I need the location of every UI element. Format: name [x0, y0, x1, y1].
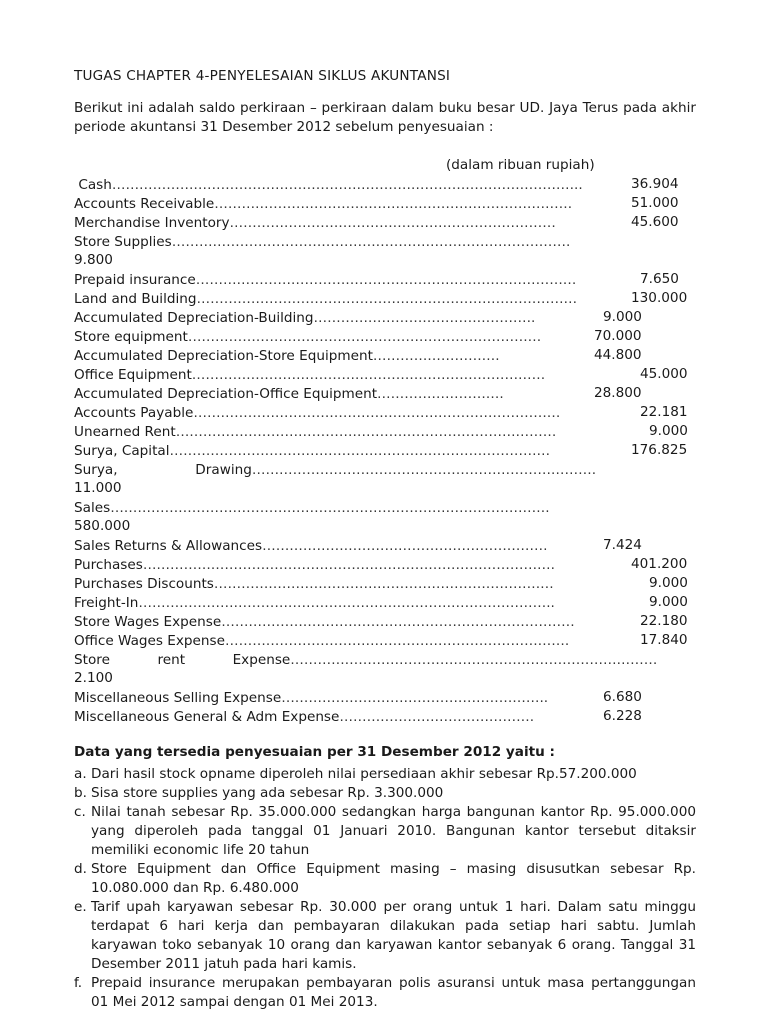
account-row [74, 328, 541, 347]
account-label: Prepaid insurance [74, 272, 196, 288]
leader-dots: ………………………. [377, 386, 504, 402]
account-value: 9.000 [603, 309, 642, 325]
account-label: Store rent Expense [74, 652, 291, 668]
account-value: 70.000 [594, 328, 642, 344]
account-value: 45.600 [631, 214, 679, 230]
account-value: 9.000 [649, 423, 688, 439]
account-label: Office Wages Expense [74, 633, 225, 649]
account-row [74, 594, 555, 613]
account-row [74, 537, 548, 556]
leader-dots: ………………………. [372, 348, 500, 364]
account-label: Accumulated Depreciation-Office Equipment [74, 386, 378, 402]
account-label: Accumulated Depreciation-Store Equipment [74, 348, 373, 364]
account-label: Accumulated Depreciation-Building [74, 310, 314, 326]
adjustment-text: Dari hasil stock opname diperoleh nilai persediaan akhir sebesar Rp.57.200.000 [91, 766, 637, 782]
account-value: 580.000 [74, 518, 131, 534]
leader-dots: ……………………………………………………… [262, 538, 548, 554]
leader-dots: …………………………………………………………………… [221, 614, 575, 630]
account-row [74, 366, 545, 385]
leader-dots: …………………………………………………………………. [251, 462, 597, 478]
account-row [74, 214, 556, 233]
adjustment-text: Tarif upah karyawan sebesar Rp. 30.000 per orang untuk 1 hari. Dalam satu minggu terdapat 6 hari kerja dan pembayaran dilakukan pada setiap hari sabtu. Jumlah karyawan toko sebanyak 10 orang dan karyawan kantor sebanyak 6 orang. Tanggal 31 Desember 2011 jatuh pada hari kamis. [91, 899, 696, 972]
account-label: Surya, Drawing [74, 462, 252, 478]
adjustment-text: Store Equipment dan Office Equipment masing – masing disusutkan sebesar Rp. 10.080.000 dan Rp. 6.480.000 [91, 861, 696, 896]
leader-dots: …………………………………………………………………… [191, 367, 546, 383]
leader-dots: ………………………………………………………………… [213, 576, 554, 592]
adjustment-item [74, 765, 696, 784]
adjustments-heading: Data yang tersedia penyesuaian per 31 Desember 2012 yaitu : [74, 744, 555, 760]
account-row [74, 423, 556, 442]
account-row [74, 233, 570, 252]
leader-dots: ………………………………………………………………………………………….. [111, 177, 583, 193]
account-label: Surya, Capital [74, 443, 170, 459]
account-label: Store equipment [74, 329, 188, 345]
account-value: 176.825 [631, 442, 688, 458]
leader-dots: …………………………………………. [313, 310, 536, 326]
account-row [74, 632, 569, 651]
account-row [74, 309, 535, 328]
account-row [74, 404, 560, 423]
account-value: 130.000 [631, 290, 688, 306]
adjustment-letter: f. [74, 975, 83, 991]
account-row [74, 556, 555, 575]
adjustment-item [74, 860, 696, 898]
account-row [74, 176, 583, 195]
account-label: Sales [74, 500, 111, 516]
leader-dots: ……………………………………………………………………… [193, 405, 561, 421]
account-value: 7.650 [640, 271, 679, 287]
account-row [74, 613, 575, 632]
intro-paragraph: Berikut ini adalah saldo perkiraan – perkiraan dalam buku besar UD. Jaya Terus pada akhir periode akuntansi 31 Desember 2012 sebelum penyesuaian : [74, 100, 696, 135]
adjustment-letter: c. [74, 804, 86, 820]
leader-dots: ……………………………………………………………………………….. [138, 595, 555, 611]
account-value: 6.228 [603, 708, 642, 724]
account-row [74, 271, 576, 290]
account-row [74, 385, 504, 404]
account-value: 7.424 [603, 537, 642, 553]
account-value: 401.200 [631, 556, 688, 572]
leader-dots: ……………………………………………………………………… [290, 652, 658, 668]
account-value: 44.800 [594, 347, 642, 363]
leader-dots: …………………………………………………………………… [187, 329, 542, 345]
adjustment-item [74, 784, 696, 803]
account-row [74, 195, 572, 214]
leader-dots: ……………………………………………………………………. [214, 196, 573, 212]
unit-note: (dalam ribuan rupiah) [446, 157, 595, 173]
account-row [74, 499, 550, 518]
adjustment-text: Nilai tanah sebesar Rp. 35.000.000 sedangkan harga bangunan kantor Rp. 95.000.000 yang diperoleh pada tanggal 01 Januari 2010. Bangunan kantor tersebut ditaksir memiliki economic life 20 tahun [91, 804, 696, 858]
account-label: Store Wages Expense [74, 614, 222, 630]
account-row [74, 442, 550, 461]
account-value: 22.180 [640, 613, 688, 629]
account-label: Store Supplies [74, 234, 172, 250]
leader-dots: ………………………………………………………………………… [169, 443, 551, 459]
leader-dots: ………………………………………………………………………………. [142, 557, 555, 573]
account-value: 22.181 [640, 404, 688, 420]
account-label: Freight-In [74, 595, 139, 611]
leader-dots: ………………………………………………………………………… [195, 272, 577, 288]
account-value: 28.800 [594, 385, 642, 401]
leader-dots: ……………………………………………………………… [229, 215, 556, 231]
account-value: 11.000 [74, 480, 122, 496]
adjustment-text: Prepaid insurance merupakan pembayaran polis asuransi untuk masa pertanggungan 01 Mei 2012 sampai dengan 01 Mei 2013. [91, 975, 696, 1010]
document-title: TUGAS CHAPTER 4-PENYELESAIAN SIKLUS AKUNTANSI [74, 68, 451, 84]
leader-dots: ………………………………………………….. [281, 690, 549, 706]
account-label: Purchases Discounts [74, 576, 214, 592]
account-value: 2.100 [74, 670, 113, 686]
account-label: Miscellaneous General & Adm Expense [74, 709, 340, 725]
account-row [74, 575, 554, 594]
adjustment-item [74, 803, 696, 860]
account-value: 36.904 [631, 176, 679, 192]
account-label: Accounts Receivable [74, 196, 215, 212]
adjustment-item [74, 898, 696, 974]
account-value: 9.000 [649, 594, 688, 610]
account-value: 45.000 [640, 366, 688, 382]
account-label: Merchandise Inventory [74, 215, 230, 231]
account-label: Land and Building [74, 291, 197, 307]
account-value: 9.000 [649, 575, 688, 591]
leader-dots: ………………………………………………………………………… [196, 291, 578, 307]
account-row [74, 708, 534, 727]
adjustment-item [74, 974, 696, 1012]
account-value: 9.800 [74, 252, 113, 268]
account-label: Miscellaneous Selling Expense [74, 690, 282, 706]
adjustment-letter: e. [74, 899, 87, 915]
account-row [74, 347, 500, 366]
adjustment-letter: b. [74, 785, 87, 801]
leader-dots: ……………………………………………………………………………. [171, 234, 571, 250]
leader-dots: ……………………………………………………………………………………. [110, 500, 550, 516]
account-label: Unearned Rent [74, 424, 176, 440]
account-row [74, 651, 657, 670]
account-label: Office Equipment [74, 367, 192, 383]
account-label: Sales Returns & Allowances [74, 538, 263, 554]
account-value: 17.840 [640, 632, 688, 648]
account-label: Accounts Payable [74, 405, 194, 421]
leader-dots: ………………………………………………………………………… [175, 424, 557, 440]
leader-dots: …………………………………………………………………. [225, 633, 570, 649]
adjustment-text: Sisa store supplies yang ada sebesar Rp. 3.300.000 [91, 785, 444, 801]
adjustment-letter: d. [74, 861, 87, 877]
account-label: Purchases [74, 557, 143, 573]
account-row [74, 689, 548, 708]
account-label: Cash [74, 177, 112, 193]
account-value: 51.000 [631, 195, 679, 211]
account-value: 6.680 [603, 689, 642, 705]
account-row [74, 461, 596, 480]
leader-dots: ……………………………………. [339, 709, 535, 725]
account-row [74, 290, 577, 309]
adjustment-letter: a. [74, 766, 87, 782]
